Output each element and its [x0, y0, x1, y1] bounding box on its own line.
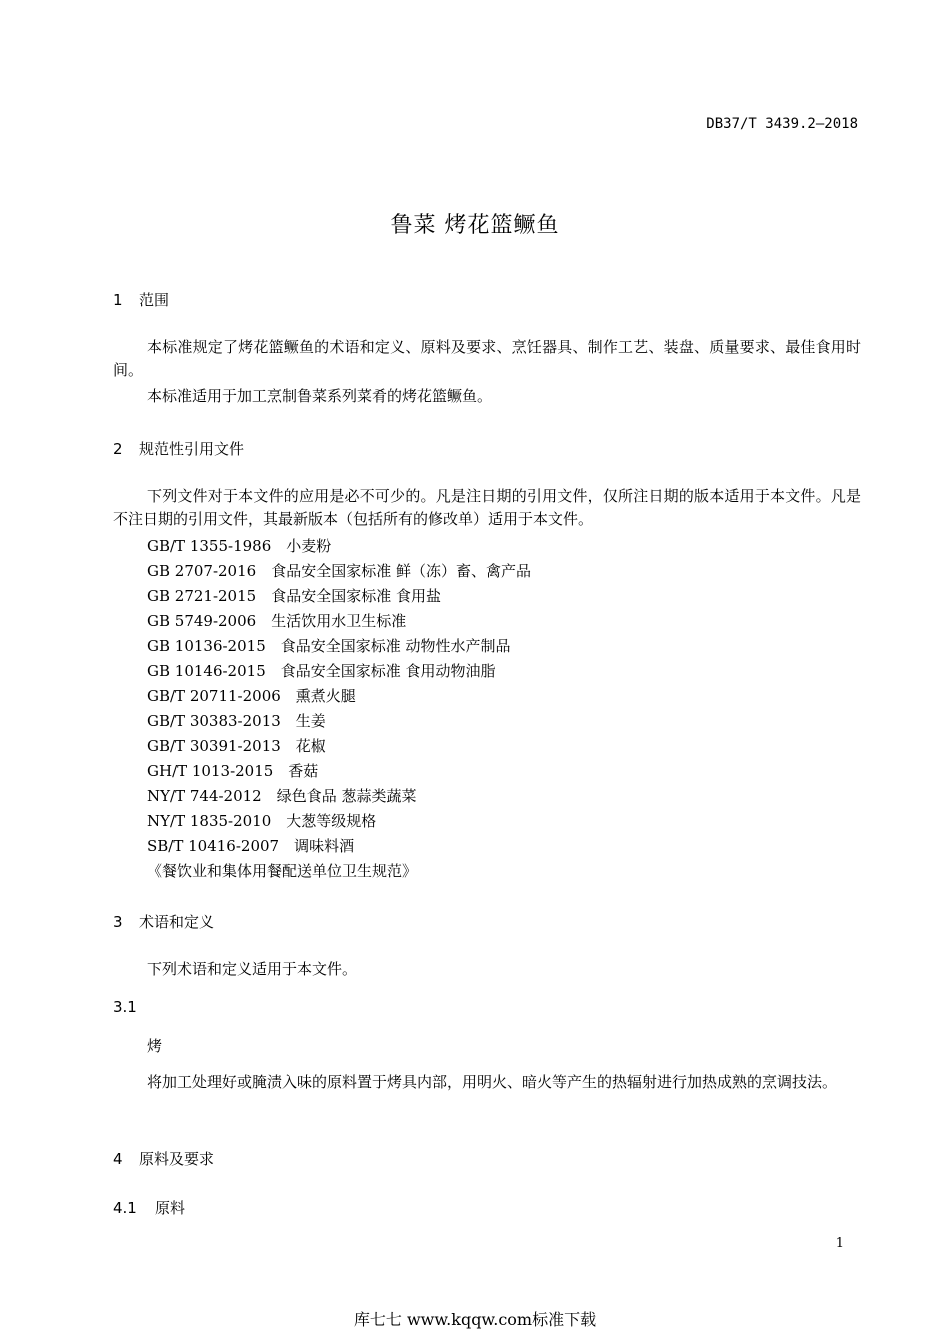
section-3-heading [113, 911, 214, 932]
section-2-heading [113, 438, 244, 459]
reference-item: GB 2721-2015 食品安全国家标准 食用盐 [147, 587, 441, 605]
reference-item: GB 10136-2015 食品安全国家标准 动物性水产制品 [147, 637, 511, 655]
term-entry: 烤 [147, 1037, 163, 1055]
reference-item: GB 2707-2016 食品安全国家标准 鲜（冻）畜、禽产品 [147, 562, 531, 580]
document-title: 鲁菜 烤花篮鳜鱼 [390, 213, 560, 238]
section-number: 3 [113, 913, 123, 931]
reference-item: SB/T 10416-2007 调味料酒 [147, 837, 355, 855]
reference-item: GB 5749-2006 生活饮用水卫生标准 [147, 612, 407, 630]
section-title: 范围 [139, 291, 170, 309]
reference-item: NY/T 1835-2010 大葱等级规格 [147, 812, 377, 830]
section-1-paragraph-1: 本标准规定了烤花篮鳜鱼的术语和定义、原料及要求、烹饪器具、制作工艺、装盘、质量要求、最佳食用时间。 [113, 338, 861, 379]
section-4-heading [113, 1148, 214, 1169]
reference-item: NY/T 744-2012 绿色食品 葱蒜类蔬菜 [147, 787, 417, 805]
section-title: 规范性引用文件 [139, 440, 245, 458]
section-1-paragraph-2: 本标准适用于加工烹制鲁菜系列菜肴的烤花篮鳜鱼。 [147, 387, 493, 405]
section-number: 1 [113, 291, 123, 309]
footer-watermark: 库七七 www.kqqw.com标准下载 [353, 1310, 597, 1329]
section-2-paragraph-1: 下列文件对于本文件的应用是必不可少的。凡是注日期的引用文件，仅所注日期的版本适用于本文件。凡是不注日期的引用文件，其最新版本（包括所有的修改单）适用于本文件。 [113, 487, 861, 528]
section-title: 术语和定义 [139, 913, 215, 931]
reference-item: GB/T 1355-1986 小麦粉 [147, 537, 332, 555]
reference-item: GB/T 30391-2013 花椒 [147, 737, 326, 755]
reference-item: 《餐饮业和集体用餐配送单位卫生规范》 [147, 862, 418, 880]
reference-item: GB 10146-2015 食品安全国家标准 食用动物油脂 [147, 662, 496, 680]
subsection-number: 4.1 [113, 1199, 137, 1217]
section-1-heading [113, 289, 169, 310]
section-title: 原料及要求 [139, 1150, 215, 1168]
term-definition: 将加工处理好或腌渍入味的原料置于烤具内部，用明火、暗火等产生的热辐射进行加热成熟的烹调技法。 [147, 1073, 838, 1091]
section-number: 4 [113, 1150, 123, 1168]
subsection-title: 原料 [155, 1199, 186, 1217]
reference-item: GB/T 30383-2013 生姜 [147, 712, 326, 730]
page-number: 1 [835, 1236, 844, 1251]
reference-item: GH/T 1013-2015 香菇 [147, 762, 319, 780]
standard-code: DB37/T 3439.2—2018 [706, 116, 858, 132]
subsection-3-1-number: 3.1 [113, 998, 137, 1016]
section-number: 2 [113, 440, 123, 458]
reference-item: GB/T 20711-2006 熏煮火腿 [147, 687, 356, 705]
section-3-paragraph-1: 下列术语和定义适用于本文件。 [147, 960, 358, 978]
subsection-4-1-heading [113, 1197, 185, 1218]
